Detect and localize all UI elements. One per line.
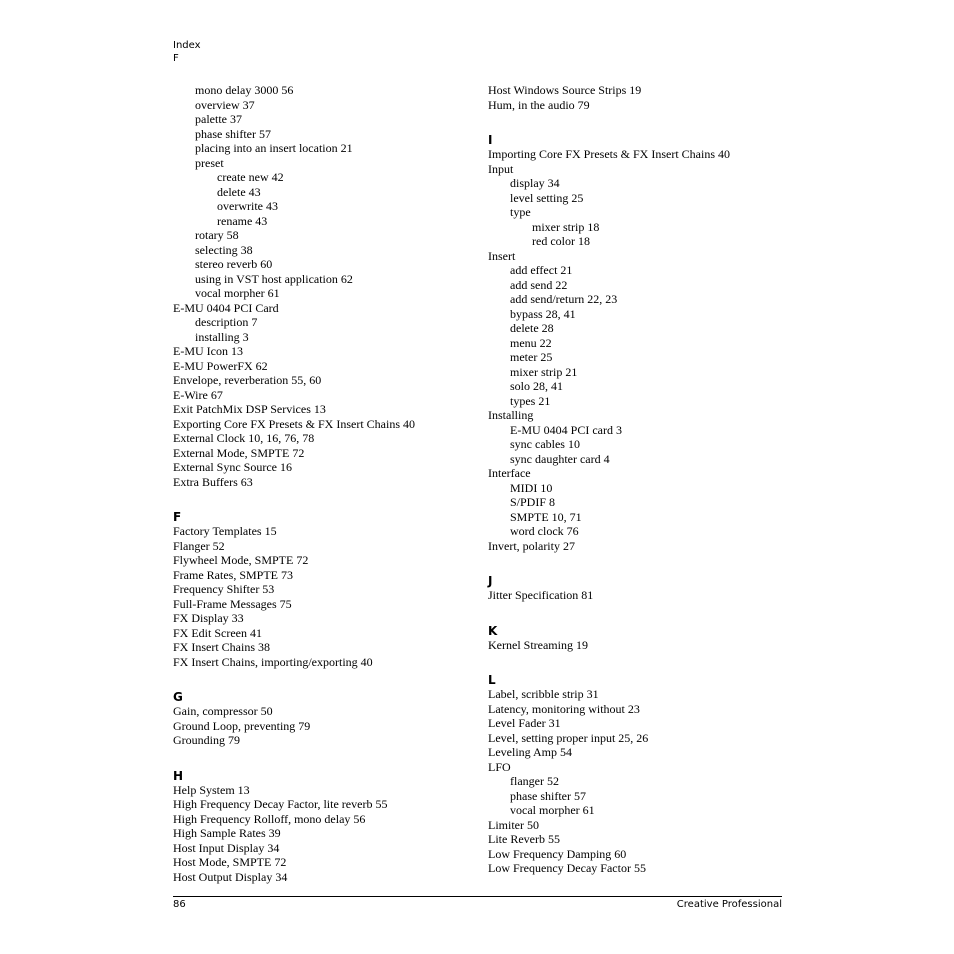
index-subentry: bypass 28, 41: [510, 306, 576, 321]
running-header-title: Index: [173, 40, 201, 51]
index-subentry: sync cables 10: [510, 437, 580, 451]
index-entry: Leveling Amp 54: [488, 745, 572, 759]
index-subentry: red color 18: [532, 234, 590, 248]
index-entry: Insert: [488, 248, 516, 263]
index-entry: Low Frequency Damping 60: [488, 846, 627, 861]
index-entry: Frequency Shifter 53: [173, 582, 275, 596]
section-letter-h: H: [173, 768, 184, 783]
index-subentry: rename 43: [217, 213, 268, 228]
section-letter-g: G: [173, 690, 183, 704]
index-subentry: create new 42: [217, 170, 284, 184]
index-entry: Grounding 79: [173, 733, 240, 747]
index-entry: Input: [488, 161, 514, 176]
section-letter-f: F: [173, 510, 182, 524]
index-subentry: S/PDIF 8: [510, 495, 556, 509]
index-entry: Limiter 50: [488, 817, 539, 832]
index-subentry: E-MU 0404 PCI card 3: [510, 422, 622, 437]
index-subentry: mixer strip 18: [532, 219, 600, 234]
index-entry: FX Insert Chains, importing/exporting 40: [173, 654, 373, 669]
index-subentry: delete 28: [510, 321, 554, 335]
index-entry: LFO: [488, 759, 511, 774]
index-subentry: SMPTE 10, 71: [510, 509, 582, 524]
index-entry: Flanger 52: [173, 538, 225, 553]
index-entry: E-Wire 67: [173, 387, 223, 402]
index-entry: Level, setting proper input 25, 26: [488, 730, 649, 745]
index-entry: Host Mode, SMPTE 72: [173, 855, 287, 869]
index-subentry: placing into an insert location 21: [195, 141, 353, 155]
index-subentry: delete 43: [217, 184, 261, 199]
footer-publisher: Creative Professional: [676, 899, 782, 910]
index-column-right: [488, 83, 798, 876]
index-subentry: level setting 25: [510, 190, 584, 205]
footer-rule: [173, 896, 782, 897]
index-column-left: [173, 83, 483, 884]
page-number: 86: [173, 899, 186, 910]
index-entry: Hum, in the audio 79: [488, 97, 590, 112]
index-entry: E-MU 0404 PCI Card: [173, 300, 279, 315]
index-entry: Lite Reverb 55: [488, 832, 560, 846]
index-subentry: add send 22: [510, 277, 568, 292]
index-entry: External Clock 10, 16, 76, 78: [173, 431, 315, 445]
index-subentry: overview 37: [195, 97, 255, 112]
index-subentry: palette 37: [195, 112, 242, 126]
index-entry: Extra Buffers 63: [173, 474, 253, 489]
index-entry: Exporting Core FX Presets & FX Insert Chains 40: [173, 416, 415, 431]
index-entry: Help System 13: [173, 782, 250, 797]
index-entry: E-MU Icon 13: [173, 344, 243, 358]
index-entry: Label, scribble strip 31: [488, 687, 599, 701]
section-letter-j: J: [488, 574, 493, 588]
index-entry: High Frequency Rolloff, mono delay 56: [173, 811, 366, 826]
index-entry: FX Display 33: [173, 611, 244, 625]
index-entry: High Sample Rates 39: [173, 826, 281, 840]
index-entry: FX Edit Screen 41: [173, 625, 262, 640]
index-entry: Importing Core FX Presets & FX Insert Chains 40: [488, 147, 730, 161]
index-subentry: MIDI 10: [510, 480, 553, 495]
index-entry: Gain, compressor 50: [173, 704, 273, 718]
index-entry: E-MU PowerFX 62: [173, 358, 268, 373]
index-subentry: types 21: [510, 393, 551, 408]
index-subentry: vocal morpher 61: [195, 286, 280, 300]
index-entry: Frame Rates, SMPTE 73: [173, 567, 293, 582]
index-subentry: add effect 21: [510, 263, 573, 277]
section-letter-l: L: [488, 673, 496, 687]
running-header-letter: F: [173, 53, 179, 64]
index-subentry: rotary 58: [195, 228, 239, 242]
section-letter-i: I: [488, 133, 493, 147]
index-entry: FX Insert Chains 38: [173, 640, 270, 654]
index-entry: Jitter Specification 81: [488, 588, 594, 602]
index-subentry: word clock 76: [510, 524, 579, 538]
index-subentry: installing 3: [195, 329, 249, 344]
index-subentry: using in VST host application 62: [195, 271, 353, 286]
index-subentry: mono delay 3000 56: [195, 83, 294, 97]
index-entry: Envelope, reverberation 55, 60: [173, 373, 322, 387]
index-entry: Factory Templates 15: [173, 524, 277, 538]
index-subentry: selecting 38: [195, 242, 253, 257]
index-entry: External Mode, SMPTE 72: [173, 445, 305, 460]
index-subentry: add send/return 22, 23: [510, 292, 618, 306]
index-entry: Kernel Streaming 19: [488, 637, 588, 652]
index-entry: Host Windows Source Strips 19: [488, 83, 642, 97]
index-entry: High Frequency Decay Factor, lite reverb 55: [173, 797, 388, 811]
index-entry: Host Output Display 34: [173, 869, 288, 884]
index-subentry: description 7: [195, 315, 258, 329]
index-subentry: overwrite 43: [217, 199, 278, 213]
index-entry: Latency, monitoring without 23: [488, 701, 640, 716]
index-entry: External Sync Source 16: [173, 460, 292, 474]
index-subentry: vocal morpher 61: [510, 803, 595, 817]
index-subentry: stereo reverb 60: [195, 257, 273, 271]
index-entry: Full-Frame Messages 75: [173, 596, 292, 611]
index-subentry: preset: [195, 155, 224, 170]
index-entry: Ground Loop, preventing 79: [173, 718, 311, 733]
index-entry: Invert, polarity 27: [488, 538, 575, 553]
index-entry: Flywheel Mode, SMPTE 72: [173, 553, 309, 567]
index-entry: Host Input Display 34: [173, 840, 280, 855]
index-subentry: menu 22: [510, 335, 552, 350]
index-entry: Installing: [488, 408, 534, 422]
index-subentry: display 34: [510, 176, 560, 190]
index-subentry: phase shifter 57: [195, 126, 271, 141]
index-entry: Low Frequency Decay Factor 55: [488, 861, 646, 875]
index-entry: Interface: [488, 466, 531, 480]
index-subentry: mixer strip 21: [510, 364, 578, 379]
section-letter-k: K: [488, 623, 498, 638]
index-subentry: sync daughter card 4: [510, 451, 610, 466]
index-subentry: meter 25: [510, 350, 553, 364]
index-entry: Exit PatchMix DSP Services 13: [173, 402, 326, 416]
index-subentry: type: [510, 205, 531, 219]
index-subentry: solo 28, 41: [510, 379, 564, 393]
index-subentry: phase shifter 57: [510, 788, 586, 803]
index-entry: Level Fader 31: [488, 716, 561, 730]
index-subentry: flanger 52: [510, 774, 559, 788]
